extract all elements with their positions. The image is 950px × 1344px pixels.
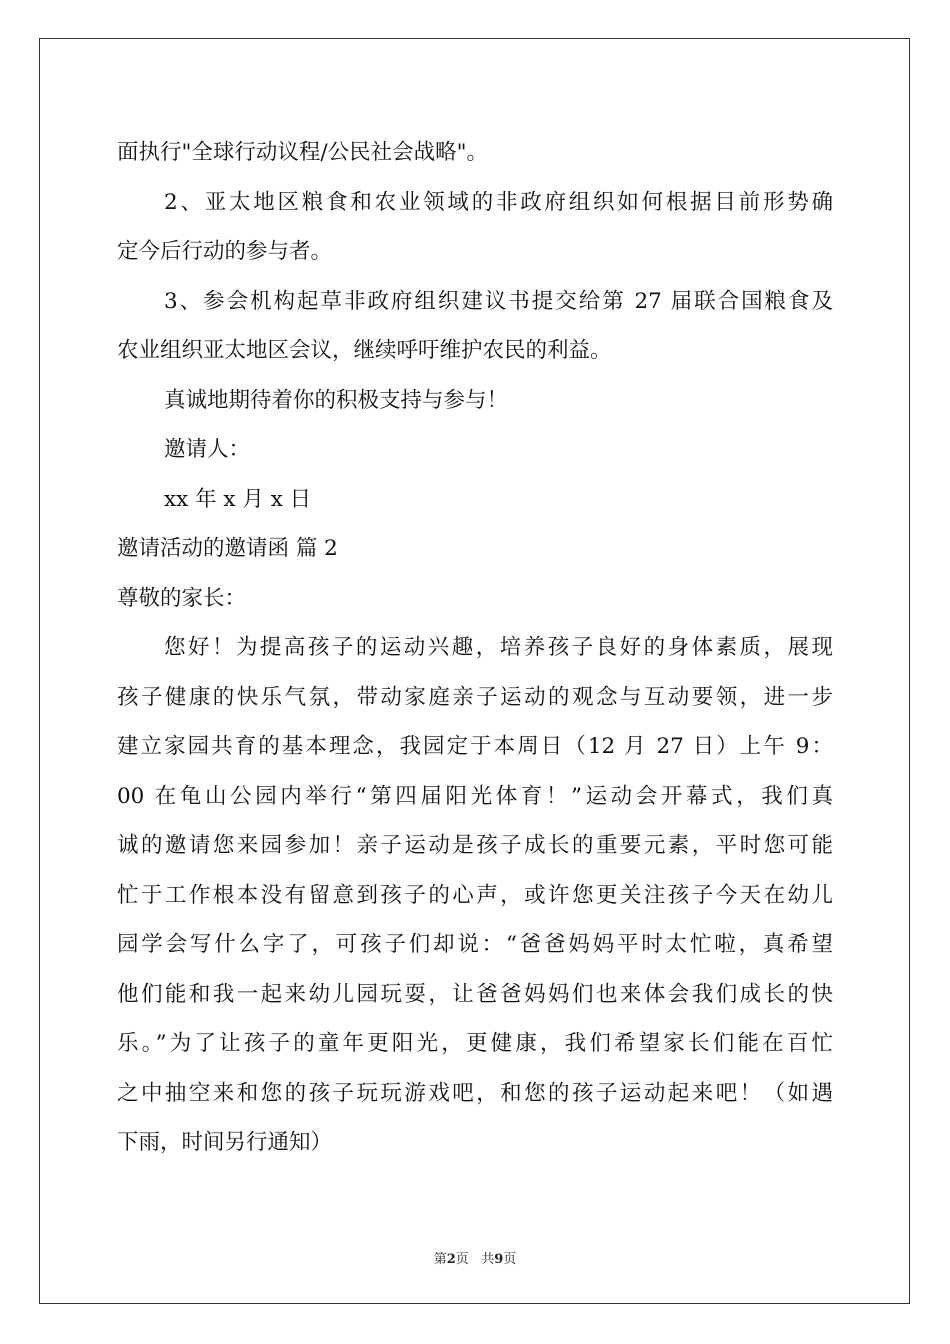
page-footer [0, 1248, 950, 1267]
body-line-17: 园学会写什么字了，可孩子们却说：“爸爸妈妈平时太忙啦，真希望 [117, 932, 833, 957]
body-line-20: 之中抽空来和您的孩子玩玩游戏吧，和您的孩子运动起来吧！（如遇 [117, 1080, 833, 1106]
body-line-15: 诚的邀请您来园参加！亲子运动是孩子成长的重要元素，平时您可能 [117, 833, 833, 858]
body-line-2: 2、亚太地区粮食和农业领域的非政府组织如何根据目前形势确 [164, 189, 833, 215]
body-line-4: 3、参会机构起草非政府组织建议书提交给第 27 届联合国粮食及 [164, 288, 833, 314]
total-suffix: 页 [503, 1252, 517, 1267]
body-line-18: 他们能和我一起来幼儿园玩耍，让爸爸妈妈们也来体会我们成长的快 [117, 981, 833, 1007]
section-heading: 邀请活动的邀请函 篇 2 [117, 536, 338, 561]
body-line-14: 00 在龟山公园内举行“第四届阳光体育！”运动会开幕式，我们真 [117, 783, 833, 809]
page-prefix: 第 [433, 1252, 447, 1267]
body-line-16: 忙于工作根本没有留意到孩子的心声，或许您更关注孩子今天在幼儿 [117, 882, 833, 908]
body-line-13: 建立家园共育的基本理念，我园定于本周日（12 月 27 日）上午 9： [117, 734, 833, 759]
document-body [117, 128, 833, 1168]
page-number: 2 [446, 1252, 456, 1267]
inviter-line: 邀请人： [164, 437, 251, 462]
body-line-6: 真诚地期待着你的积极支持与参与！ [164, 387, 509, 413]
body-line-5: 农业组织亚太地区会议，继续呼吁维护农民的利益。 [117, 338, 612, 363]
total-prefix: 共 [481, 1252, 495, 1267]
total-pages: 9 [494, 1252, 504, 1267]
page-suffix: 页 [455, 1252, 469, 1267]
body-line-12: 孩子健康的快乐气氛，带动家庭亲子运动的观念与互动要领，进一步 [117, 684, 833, 710]
body-line-19: 乐。”为了让孩子的童年更阳光，更健康，我们希望家长们能在百忙 [117, 1031, 833, 1056]
body-line-1: 面执行"全球行动议程/公民社会战略"。 [117, 140, 489, 165]
date-line: xx 年 x 月 x 日 [164, 486, 312, 512]
body-line-11: 您好！为提高孩子的运动兴趣，培养孩子良好的身体素质，展现 [164, 635, 833, 660]
body-line-21: 下雨，时间另行通知） [117, 1130, 333, 1155]
body-line-3: 定今后行动的参与者。 [117, 239, 333, 264]
salutation: 尊敬的家长： [117, 585, 247, 611]
